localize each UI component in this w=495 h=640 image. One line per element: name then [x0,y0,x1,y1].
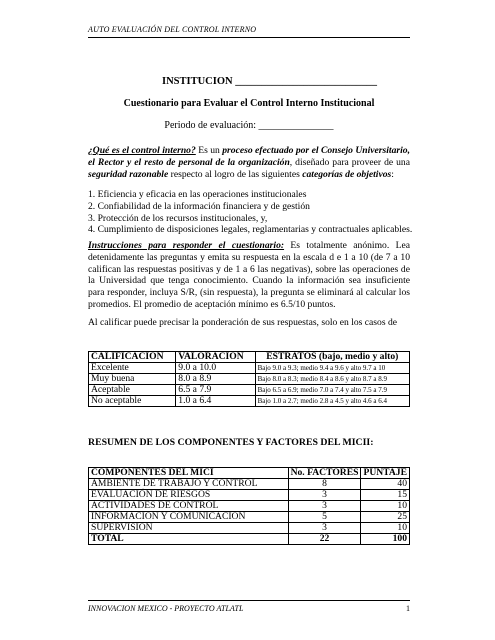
table-row [89,396,410,407]
footer-text: INNOVACION MEXICO - PROYECTO ATLATL [88,604,244,613]
total-label: TOTAL [89,534,289,545]
rating-cell: Bajo 1.0 a 2.7; medio 2.8 a 4.5 y alto 4.6 a 6.4 [255,396,409,407]
calification-note: Al calificar puede precisar la ponderación de sus respuestas, solo en los casos de [88,317,398,328]
summary-title: RESUMEN DE LOS COMPONENTES Y FACTORES DEL MICII: [88,437,374,448]
component-factors: 8 [288,479,361,490]
component-score: 15 [361,490,410,501]
component-name: SUPERVISION [89,523,289,534]
page-footer [88,604,410,613]
rating-cell: Bajo 8.0 a 8.3; medio 8.4 a 8.6 y alto 8.7 a 8.9 [255,374,409,385]
intro-bold-2: seguridad razonable [88,168,169,180]
institution-line: INSTITUCION ___________________________ [162,76,377,87]
components-header-row [89,468,410,479]
intro-bold-1: proceso efectuado por el Consejo Universitario, el Rector y el resto de personal de la organización [88,145,410,168]
table-row [89,363,410,374]
total-factors: 22 [288,534,361,545]
component-name: INFORMACION Y COMUNICACION [89,512,289,523]
objectives-list [88,189,418,236]
components-header-factors: No. FACTORES [288,468,361,479]
components-table [88,467,410,545]
rating-cell: Bajo 9.0 a 9.3; medio 9.4 a 9.6 y alto 9.7 a 10 [255,363,409,374]
table-row [89,490,410,501]
components-header-name: COMPONENTES DEL MICI [89,468,289,479]
intro-paragraph [88,145,410,180]
page-header: AUTO EVALUACIÓN DEL CONTROL INTERNO [88,25,257,34]
rating-header-estratos: ESTRATOS (bajo, medio y alto) [255,352,409,363]
instructions-lead: Instrucciones para responder el cuestionario: [88,240,285,251]
components-header-score: PUNTAJE [361,468,410,479]
instructions-paragraph [88,240,410,311]
rating-cell: 8.0 a 8.9 [176,374,255,385]
rating-cell: 6.5 a 7.9 [176,385,255,396]
intro-text-1: Es un [195,145,223,156]
component-name: AMBIENTE DE TRABAJO Y CONTROL [89,479,289,490]
intro-text-4: : [391,168,394,180]
header-rule [88,37,410,38]
component-name: ACTIVIDADES DE CONTROL [89,501,289,512]
intro-text-3: respecto al logro de las siguientes [168,168,303,180]
intro-bold-3: categorías de objetivos [302,168,392,180]
objective-item: 4. Cumplimiento de disposiciones legales, reglamentarias y contractuales aplicables. [88,224,413,236]
table-row [89,523,410,534]
evaluation-period: Periodo de evaluación: _______________ [164,120,334,131]
table-row [89,501,410,512]
table-row [89,385,410,396]
rating-header-row [89,352,410,363]
rating-cell: 9.0 a 10.0 [176,363,255,374]
rating-cell: Aceptable [89,385,176,396]
footer-rule [88,600,410,601]
component-factors: 3 [288,523,361,534]
total-score: 100 [361,534,410,545]
intro-text-2: , diseñado para proveer de una [289,156,410,168]
component-factors: 5 [288,512,361,523]
component-score: 25 [361,512,410,523]
instructions-body: Es totalmente anónimo. Lea detenidamente las preguntas y emita su respuesta en la escala d e 1 a 10 (de 7 a 10 califican las respuestas positivas y de 1 a 6 las negativas), sobre las operaciones de la Universidad que tenga conocimiento. Cuando la información sea insuficiente para responder, incluya S/R, (sin respuesta), la pregunta se eliminará al calcular los promedios. El promedio de aceptación mínimo es 6.5/10 puntos. [88,240,410,310]
rating-cell: Excelente [89,363,176,374]
rating-cell: 1.0 a 6.4 [176,396,255,407]
component-factors: 3 [288,501,361,512]
document-subtitle: Cuestionario para Evaluar el Control Interno Institucional [123,98,375,109]
objective-item: 1. Eficiencia y eficacia en las operaciones institucionales [88,189,307,200]
rating-cell: Bajo 6.5 a 6.9; medio 7.0 a 7.4 y alto 7.5 a 7.9 [255,385,409,396]
table-row [89,512,410,523]
table-row [89,479,410,490]
intro-question: ¿Qué es el control interno? [88,145,196,156]
component-score: 10 [361,523,410,534]
table-row [89,374,410,385]
rating-table [88,351,410,407]
component-name: EVALUACIÓN DE RIESGOS [89,490,289,501]
page-number: 1 [406,604,410,613]
component-score: 40 [361,479,410,490]
rating-cell: No aceptable [89,396,176,407]
rating-header-valoracion: VALORACION [176,352,255,363]
component-factors: 3 [288,490,361,501]
objective-item: 2. Confiabilidad de la información financiera y de gestión [88,200,310,212]
objective-item: 3. Protección de los recursos institucionales, y, [88,212,268,224]
rating-header-calificacion: CALIFICACION [89,352,176,363]
rating-cell: Muy buena [89,374,176,385]
component-score: 10 [361,501,410,512]
total-row [89,534,410,545]
